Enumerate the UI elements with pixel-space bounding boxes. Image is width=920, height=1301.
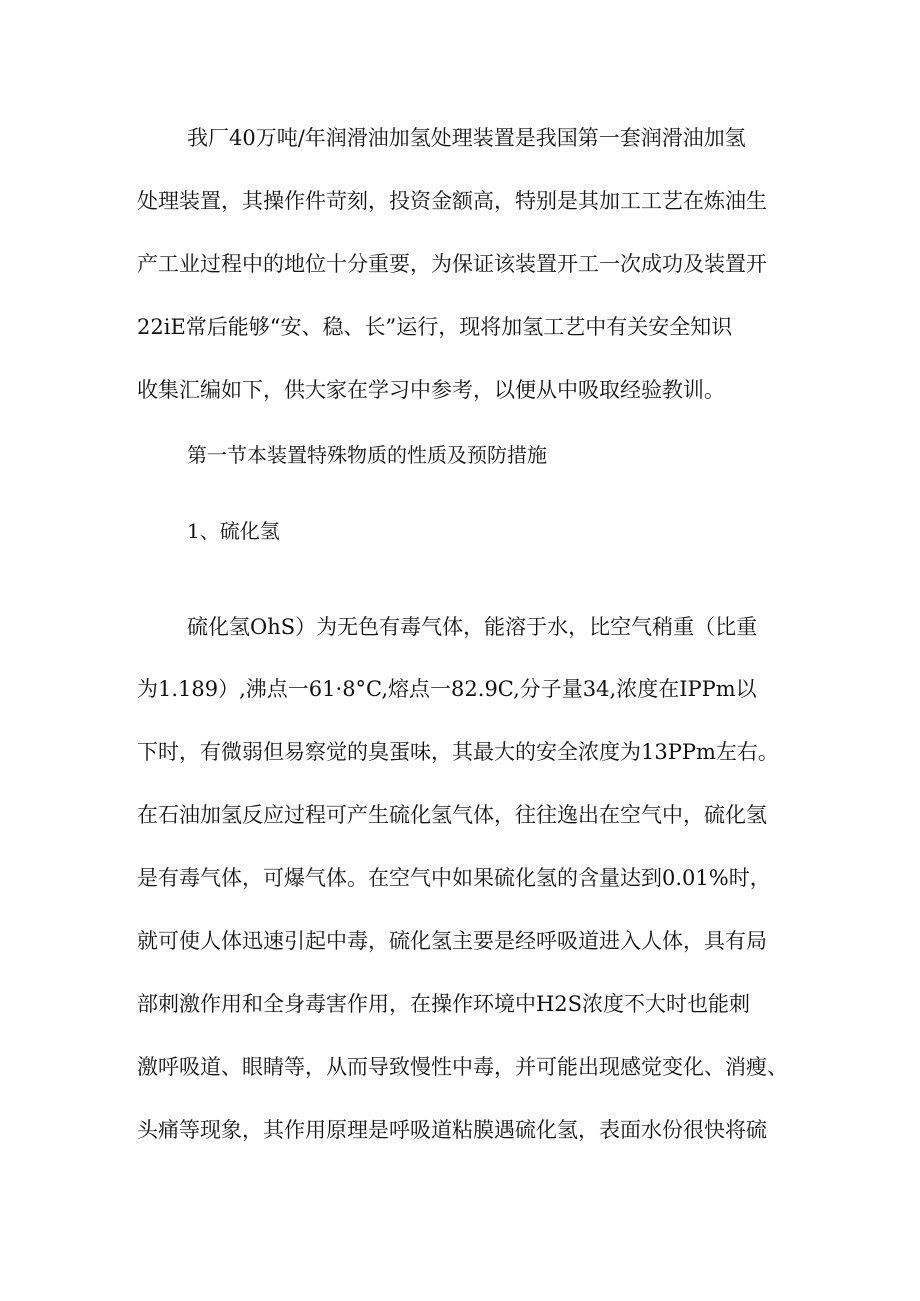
intro-line-4: 22iE常后能够“安、稳、长”运行，现将加氢工艺中有关安全知识 (137, 315, 733, 339)
body-line-1: 硫化氢OhS）为无色有毒气体，能溶于水，比空气稍重（比重 (187, 615, 758, 639)
intro-line-2: 处理装置，其操作件苛刻，投资金额高，特别是其加工工艺在炼油生 (137, 189, 767, 213)
body-line-9: 头痛等现象，其作用原理是呼吸道粘膜遇硫化氢，表面水份很快将硫 (137, 1118, 767, 1142)
intro-line-3: 产工业过程中的地位十分重要，为保证该装置开工一次成功及装置开 (137, 252, 767, 276)
body-line-2: 为1.189）,沸点一61·8°C,熔点一82.9C,分子量34,浓度在IPPm以 (137, 677, 757, 701)
section-heading: 第一节本装置特殊物质的性质及预防措施 (187, 443, 547, 467)
body-line-8: 激呼吸道、眼睛等，从而导致慢性中毒，并可能出现感觉变化、消瘦、 (137, 1055, 788, 1079)
intro-line-1: 我厂40万吨/年润滑油加氢处理装置是我国第一套润滑油加氢 (187, 126, 746, 150)
body-line-5: 是有毒气体，可爆气体。在空气中如果硫化氢的含量达到0.01%时， (137, 866, 771, 890)
body-line-7: 部刺激作用和全身毒害作用，在操作环境中H2S浓度不大时也能刺 (137, 992, 751, 1016)
body-line-4: 在石油加氢反应过程可产生硫化氢气体，往往逸出在空气中，硫化氢 (137, 803, 767, 827)
intro-line-5: 收集汇编如下，供大家在学习中参考，以便从中吸取经验教训。 (137, 378, 725, 402)
body-line-6: 就可使人体迅速引起中毒，硫化氢主要是经呼吸道进入人体，具有局 (137, 929, 767, 953)
body-line-3: 下时，有微弱但易察觉的臭蛋味，其最大的安全浓度为13PPm左右。 (137, 740, 779, 764)
subsection-heading: 1、硫化氢 (187, 519, 280, 543)
